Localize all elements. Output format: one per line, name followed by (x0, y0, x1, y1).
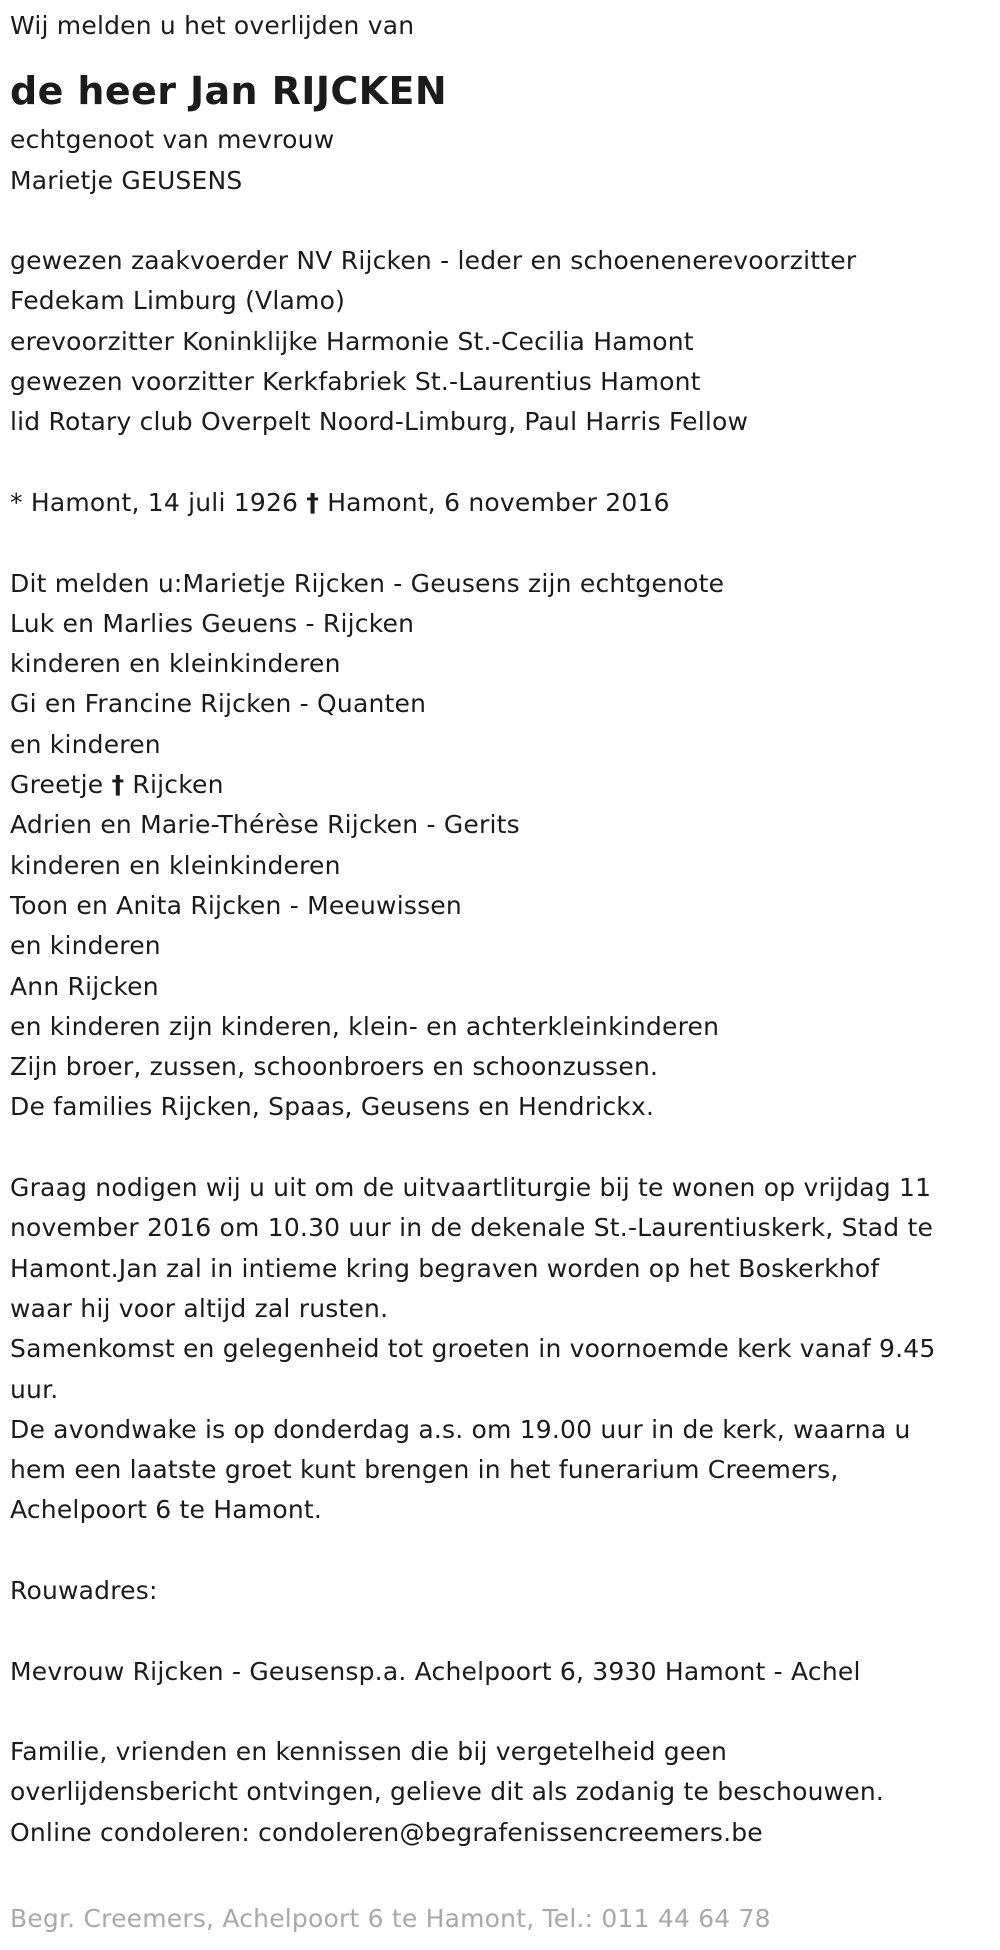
family-line: en kinderen (10, 931, 161, 961)
family-line: Luk en Marlies Geuens - Rijcken (10, 608, 415, 638)
birth-date: * Hamont, 14 juli 1926 (10, 487, 299, 517)
condolence-email-link[interactable]: condoleren@begrafenissencreemers.be (258, 1817, 763, 1847)
function-item: Fedekam Limburg (Vlamo) (10, 286, 346, 316)
address-value: Mevrouw Rijcken - Geusensp.a. Achelpoort 6, 3930 Hamont - Achel (10, 1656, 861, 1686)
family-name-last: Rijcken (132, 770, 224, 800)
condolence-label: Online condoleren: (10, 1817, 250, 1847)
spacer (10, 1692, 995, 1732)
family-line: Ann Rijcken (10, 971, 159, 1001)
ceremony-line: Graag nodigen wij u uit om de uitvaartliturgie bij te wonen op vrijdag 11 (10, 1173, 932, 1203)
closing-line: Familie, vrienden en kennissen die bij vergetelheid geen (10, 1737, 728, 1767)
ceremony-line: De avondwake is op donderdag a.s. om 19.00 uur in de kerk, waarna u (10, 1414, 911, 1444)
function-item: lid Rotary club Overpelt Noord-Limburg, Paul Harris Fellow (10, 407, 749, 437)
spouse-line-1: echtgenoot van mevrouw (10, 125, 335, 155)
ceremony-line: uur. (10, 1374, 59, 1404)
ceremony-info (10, 1168, 995, 1531)
functions-list (10, 241, 995, 442)
intro-text: Wij melden u het overlijden van (10, 11, 415, 40)
closing-line: overlijdensbericht ontvingen, gelieve dit als zodanig te beschouwen. (10, 1777, 885, 1807)
spacer (10, 1128, 995, 1168)
obituary-notice (10, 0, 995, 1853)
cross-icon: † (111, 770, 125, 800)
closing-info (10, 1732, 995, 1853)
family-line: Toon en Anita Rijcken - Meeuwissen (10, 890, 462, 920)
cross-icon: † (306, 487, 320, 517)
online-condolence (10, 1813, 995, 1853)
function-item: gewezen voorzitter Kerkfabriek St.-Laurentius Hamont (10, 367, 701, 397)
family-line: De families Rijcken, Spaas, Geusens en Hendrickx. (10, 1092, 655, 1122)
spacer (10, 443, 995, 483)
funeral-home-footer: Begr. Creemers, Achelpoort 6 te Hamont, Tel.: 011 44 64 78 (10, 1904, 771, 1933)
family-line: Zijn broer, zussen, schoonbroers en schoonzussen. (10, 1052, 659, 1082)
ceremony-line: waar hij voor altijd zal rusten. (10, 1293, 389, 1323)
family-line: kinderen en kleinkinderen (10, 649, 341, 679)
spacer (10, 201, 995, 241)
function-item: erevoorzitter Koninklijke Harmonie St.-Cecilia Hamont (10, 326, 694, 356)
family-line: kinderen en kleinkinderen (10, 850, 341, 880)
spacer (10, 1531, 995, 1571)
deceased-name: de heer Jan RIJCKEN (10, 69, 448, 114)
ceremony-line: Samenkomst en gelegenheid tot groeten in voornoemde kerk vanaf 9.45 (10, 1334, 936, 1364)
birth-death-dates (10, 483, 995, 523)
family-line: Gi en Francine Rijcken - Quanten (10, 689, 427, 719)
family-line (10, 765, 995, 805)
ceremony-line: Hamont.Jan zal in intieme kring begraven worden op het Boskerkhof (10, 1253, 880, 1283)
spacer (10, 1611, 995, 1651)
family-name-first: Greetje (10, 770, 104, 800)
family-line: en kinderen zijn kinderen, klein- en achterkleinkinderen (10, 1011, 720, 1041)
address-label: Rouwadres: (10, 1575, 158, 1605)
function-item: gewezen zaakvoerder NV Rijcken - leder en schoenenerevoorzitter (10, 246, 857, 276)
death-date: Hamont, 6 november 2016 (327, 487, 670, 517)
ceremony-line: hem een laatste groet kunt brengen in het funerarium Creemers, (10, 1455, 839, 1485)
ceremony-line: november 2016 om 10.30 uur in de dekenale St.-Laurentiuskerk, Stad te (10, 1213, 934, 1243)
ceremony-line: Achelpoort 6 te Hamont. (10, 1495, 323, 1525)
family-line: Adrien en Marie-Thérèse Rijcken - Gerits (10, 810, 520, 840)
spacer (10, 523, 995, 563)
family-list (10, 564, 995, 1128)
family-line: en kinderen (10, 729, 161, 759)
family-line: Dit melden u:Marietje Rijcken - Geusens zijn echtgenote (10, 568, 725, 598)
spouse-line-2: Marietje GEUSENS (10, 165, 243, 195)
